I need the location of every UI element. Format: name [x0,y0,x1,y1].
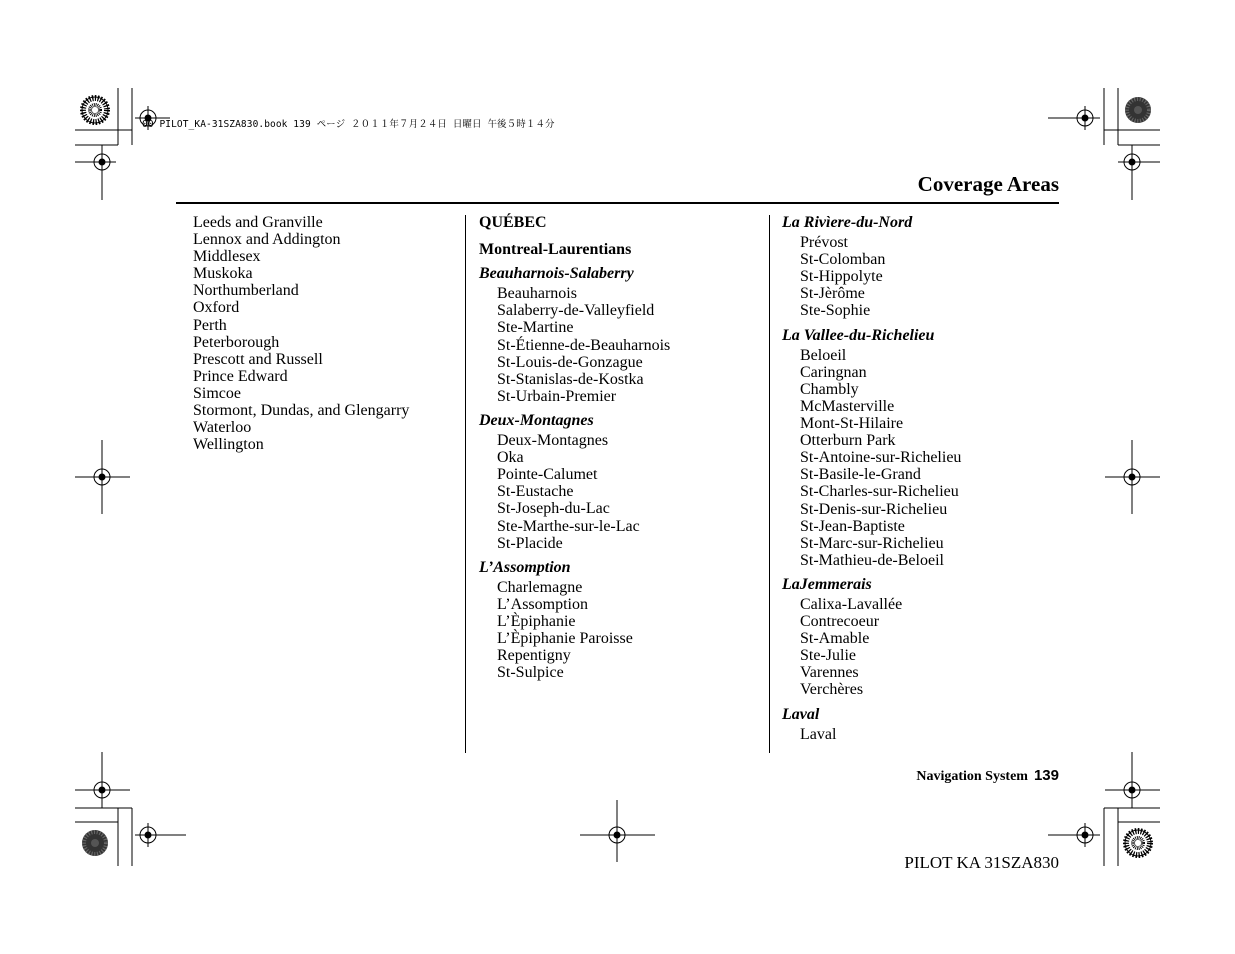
column-2 [479,214,670,681]
list-item: Calixa-Lavallée [800,595,903,613]
list-item: Prescott and Russell [193,350,323,368]
list-item: St-Amable [800,630,870,648]
list-item: St-Joseph-du-Lac [497,500,610,518]
list-item: Ste-Sophie [800,302,871,320]
list-item: Deux-Montagnes [497,432,609,450]
list-item: Oka [497,449,524,467]
list-item: Repentigny [497,647,571,665]
list-item: Simcoe [193,384,241,402]
list-item: Beauharnois [497,285,577,303]
footer-section-label: Navigation System [916,769,1028,784]
list-item: St-Antoine-sur-Richelieu [800,449,962,467]
list-item: St-Colomban [800,251,886,269]
list-item: Ste-Julie [800,647,856,665]
list-item: Varennes [800,664,859,682]
subregion-heading: La Rivìere-du-Nord [782,214,913,231]
subregion-heading: LaJemmerais [782,575,872,593]
list-item: Middlesex [193,248,261,266]
list-item: Oxford [193,299,240,317]
list-item: Pointe-Calumet [497,466,598,484]
print-slug: 00 PILOT_KA-31SZA830.book 139 ページ ２０１１年７月２４日 日曜日 午後５時１４分 [142,119,555,130]
list-item: Northumberland [193,282,299,300]
list-item: St-Eustache [497,483,574,501]
list-item: St-Placide [497,534,563,552]
list-item: St-Denis-sur-Richelieu [800,500,948,518]
list-item: Wellington [193,436,264,454]
header-rule [176,202,1059,204]
list-item: Stormont, Dundas, and Glengarry [193,402,410,420]
list-item: Salaberry-de-Valleyfield [497,302,655,320]
list-item: Otterburn Park [800,432,896,450]
list-item: St-Basile-le-Grand [800,466,921,484]
list-item: St-Urbain-Premier [497,387,617,405]
list-item: L’Assomption [497,595,588,613]
list-item: St-Marc-sur-Richelieu [800,534,944,552]
list-item: L’Èpiphanie [497,612,576,630]
list-item: Ste-Marthe-sur-le-Lac [497,517,640,535]
list-item: St-Mathieu-de-Beloeil [800,551,944,569]
list-item: McMasterville [800,397,895,415]
list-item: St-Étienne-de-Beauharnois [497,336,671,354]
column-3 [782,214,961,743]
list-item: L’Èpiphanie Paroisse [497,630,633,648]
list-item: Contrecoeur [800,613,880,631]
subregion-heading: Beauharnois-Salaberry [479,265,634,283]
subregion-heading: L’Assomption [479,558,571,576]
book-code: PILOT KA 31SZA830 [904,853,1059,872]
list-item: Prince Edward [193,367,288,385]
state-heading: QUÉBEC [479,214,547,231]
list-item: Waterloo [193,419,252,437]
list-item: Beloeil [800,346,847,364]
list-item: Muskoka [193,265,253,283]
list-item: St-Jèrôme [800,285,865,303]
page-title: Coverage Areas [917,172,1059,196]
subregion-heading: Deux-Montagnes [479,411,594,429]
column-1 [193,214,409,453]
list-item: Laval [800,725,837,743]
page-number: 139 [1033,767,1059,784]
list-item: St-Jean-Baptiste [800,517,905,535]
subregion-heading: La Vallee-du-Richelieu [782,326,935,344]
subregion-heading: Laval [782,705,820,723]
list-item: St-Stanislas-de-Kostka [497,370,644,388]
list-item: St-Sulpice [497,664,564,682]
column-divider-2 [769,215,770,753]
region-heading: Montreal-Laurentians [479,241,632,259]
column-divider-1 [465,215,466,753]
list-item: Chambly [800,380,859,398]
footer-section [916,767,1059,785]
list-item: Perth [193,316,227,334]
list-item: Charlemagne [497,578,583,596]
list-item: Verchères [800,681,864,699]
column-2-groups [479,265,670,681]
list-item: St-Charles-sur-Richelieu [800,483,959,501]
list-item: Caringnan [800,363,867,381]
list-item: Ste-Martine [497,319,574,337]
list-item: Peterborough [193,333,280,351]
list-item: Mont-St-Hilaire [800,415,904,433]
list-item: St-Louis-de-Gonzague [497,353,643,371]
list-item: Prévost [800,234,848,252]
list-item: Lennox and Addington [193,231,341,249]
list-item: Leeds and Granville [193,214,323,231]
list-item: St-Hippolyte [800,268,883,286]
